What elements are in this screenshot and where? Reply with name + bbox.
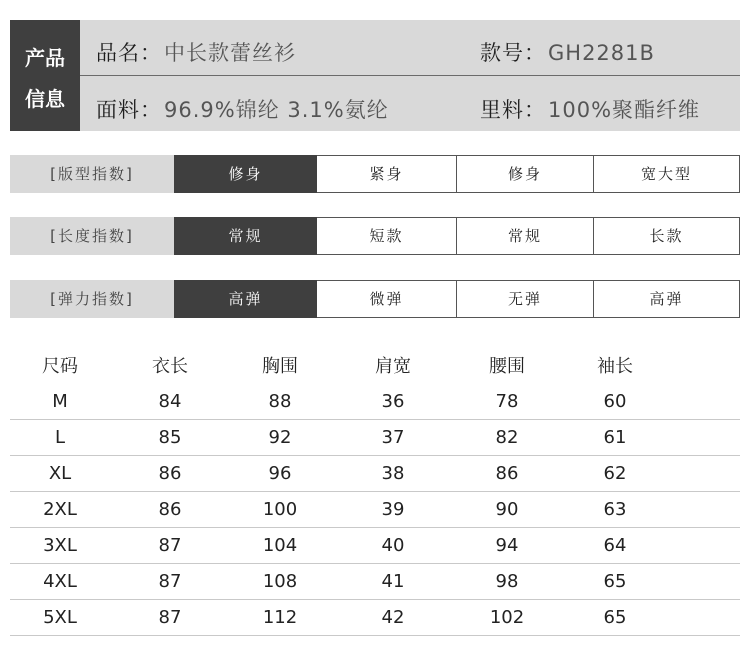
table-row [10,420,740,456]
elasticity-index-option: 高弹 [594,280,740,318]
table-cell: 41 [381,571,405,592]
header-cell: 腰围 [489,356,525,377]
product-code-label: 款号： [480,41,546,65]
table-cell: 60 [603,391,627,412]
length-index [10,217,740,255]
table-cell: 102 [489,607,525,628]
table-cell: 104 [262,535,298,556]
table-cell: 65 [603,607,627,628]
table-cell: 94 [495,535,519,556]
table-cell: 100 [262,499,298,520]
lining-value: 100%聚酯纤维 [548,98,701,122]
table-cell: 62 [603,463,627,484]
table-cell: 42 [381,607,405,628]
fabric-value: 96.9%锦纶 3.1%氨纶 [164,98,389,122]
table-row [10,564,740,600]
table-cell: L [54,427,66,448]
table-cell: 38 [381,463,405,484]
product-info-header [10,20,740,131]
length-index-selected: 常规 [174,217,317,255]
header-divider [80,75,740,76]
fabric-label: 面料： [96,98,162,122]
lining [480,94,700,124]
fit-index-title: [版型指数] [10,155,174,193]
fit-index-selected: 修身 [174,155,317,193]
fabric [96,94,389,124]
elasticity-index [10,280,740,318]
length-index-option: 常规 [457,217,594,255]
table-cell: 92 [268,427,292,448]
product-name [96,37,296,67]
table-cell: M [52,391,68,412]
table-cell: 4XL [43,571,77,592]
header-cell: 袖长 [597,356,633,377]
table-cell: 61 [603,427,627,448]
table-cell: 108 [262,571,298,592]
table-cell: 5XL [43,607,77,628]
elasticity-index-option: 无弹 [457,280,594,318]
table-cell: 112 [262,607,298,628]
table-cell: 86 [158,499,182,520]
table-cell: 2XL [43,499,77,520]
fit-index-option: 宽大型 [594,155,740,193]
table-cell: 84 [158,391,182,412]
product-info-label-line2: 信息 [25,87,65,111]
table-cell: 87 [158,607,182,628]
product-code-value: GH2281B [548,41,655,65]
table-cell: 39 [381,499,405,520]
header-cell: 肩宽 [375,356,411,377]
product-code [480,37,655,67]
table-cell: 64 [603,535,627,556]
table-cell: 87 [158,535,182,556]
table-row [10,600,740,636]
table-cell: 82 [495,427,519,448]
lining-label: 里料： [480,98,546,122]
length-index-option: 长款 [594,217,740,255]
product-name-value: 中长款蕾丝衫 [164,41,296,65]
table-cell: 85 [158,427,182,448]
fit-index [10,155,740,193]
fit-index-option: 修身 [457,155,594,193]
elasticity-index-title: [弹力指数] [10,280,174,318]
elasticity-index-selected: 高弹 [174,280,317,318]
table-cell: 36 [381,391,405,412]
fit-index-option: 紧身 [317,155,457,193]
table-cell: 78 [495,391,519,412]
table-row [10,456,740,492]
table-cell: 65 [603,571,627,592]
table-cell: 88 [268,391,292,412]
table-cell: 86 [495,463,519,484]
product-name-label: 品名： [96,41,162,65]
table-cell: 90 [495,499,519,520]
table-cell: XL [48,463,72,484]
product-info-label-line1: 产品 [25,46,65,70]
table-cell: 63 [603,499,627,520]
header-cell: 尺码 [42,356,78,377]
length-index-option: 短款 [317,217,457,255]
table-row [10,492,740,528]
table-cell: 87 [158,571,182,592]
table-row [10,528,740,564]
size-table-header [10,350,740,384]
table-cell: 3XL [43,535,77,556]
product-info-label [10,20,80,131]
table-cell: 40 [381,535,405,556]
table-row [10,384,740,420]
table-cell: 37 [381,427,405,448]
header-cell: 衣长 [152,356,188,377]
size-table [10,350,740,636]
table-cell: 98 [495,571,519,592]
table-cell: 86 [158,463,182,484]
elasticity-index-option: 微弹 [317,280,457,318]
header-cell: 胸围 [262,356,298,377]
length-index-title: [长度指数] [10,217,174,255]
table-cell: 96 [268,463,292,484]
